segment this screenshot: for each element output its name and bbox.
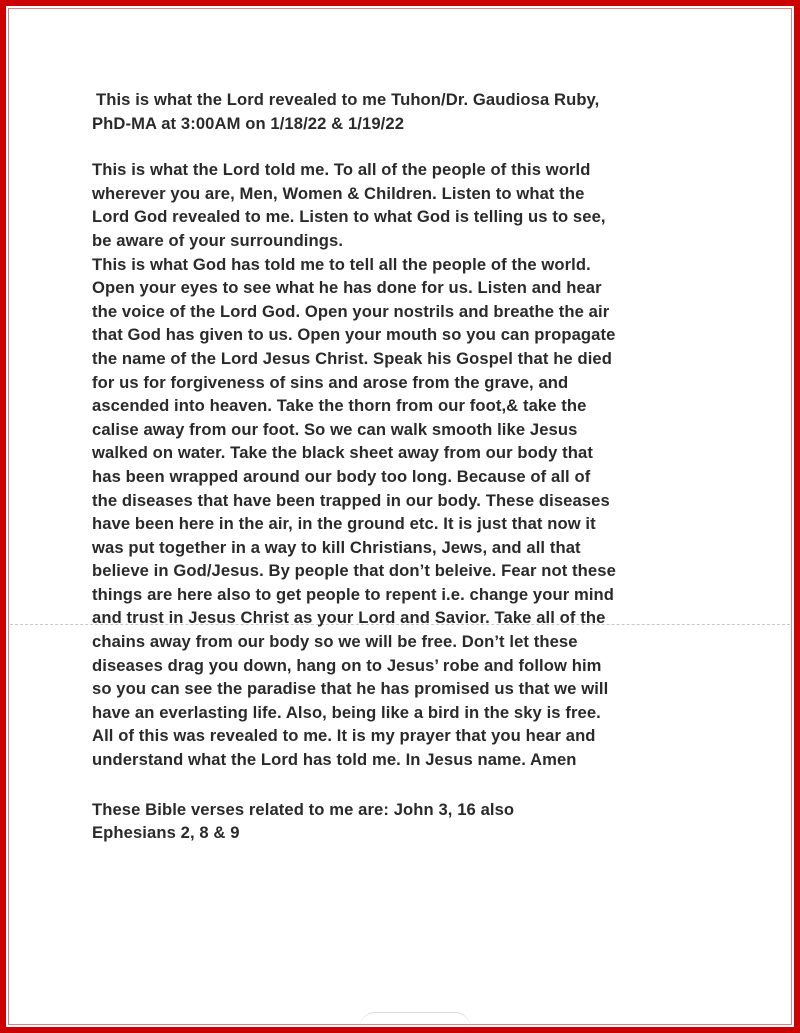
heading-line: PhD-MA at 3:00AM on 1/18/22 & 1/19/22	[92, 113, 405, 133]
message-line: the diseases that have been trapped in our body. These diseases	[92, 490, 610, 510]
message-line: All of this was revealed to me. It is my prayer that you hear and	[92, 726, 596, 746]
message-line: was put together in a way to kill Christians, Jews, and all that	[92, 537, 581, 557]
message-line: so you can see the paradise that he has promised us that we will	[92, 679, 609, 699]
message-line: the name of the Lord Jesus Christ. Speak his Gospel that he died	[92, 348, 612, 368]
message-line: understand what the Lord has told me. In Jesus name. Amen	[92, 750, 577, 770]
message-line: calise away from our foot. So we can walk smooth like Jesus	[92, 419, 578, 439]
message-line: chains away from our body so we will be free. Don’t let these	[92, 632, 578, 652]
verses-line: Ephesians 2, 8 & 9	[92, 823, 240, 843]
message-line: This is what the Lord told me. To all of the people of this world	[92, 160, 591, 180]
scan-mark	[360, 1012, 470, 1027]
verses-block	[92, 798, 732, 845]
spacer	[92, 772, 732, 798]
message-line: that God has given to us. Open your mouth so you can propagate	[92, 325, 616, 345]
message-line: the voice of the Lord God. Open your nostrils and breathe the air	[92, 301, 610, 321]
message-line: have an everlasting life. Also, being like a bird in the sky is free.	[92, 702, 601, 722]
message-line: diseases drag you down, hang on to Jesus’ robe and follow him	[92, 655, 602, 675]
message-line: walked on water. Take the black sheet away from our body that	[92, 443, 593, 463]
message-block	[92, 158, 732, 771]
message-line: ascended into heaven. Take the thorn from our foot,& take the	[92, 396, 587, 416]
verses-line: These Bible verses related to me are: John 3, 16 also	[92, 799, 515, 819]
message-line: wherever you are, Men, Women & Children. Listen to what the	[92, 183, 585, 203]
message-line: Open your eyes to see what he has done for us. Listen and hear	[92, 278, 602, 298]
heading-block	[92, 88, 732, 135]
message-line: have been here in the air, in the ground etc. It is just that now it	[92, 514, 596, 534]
message-line: Lord God revealed to me. Listen to what God is telling us to see,	[92, 207, 606, 227]
message-line: has been wrapped around our body too long. Because of all of	[92, 466, 591, 486]
message-line: things are here also to get people to repent i.e. change your mind	[92, 584, 615, 604]
message-line: be aware of your surroundings.	[92, 230, 344, 250]
spacer	[92, 135, 732, 158]
heading-line: This is what the Lord revealed to me Tuhon/Dr. Gaudiosa Ruby,	[96, 90, 600, 109]
message-line: for us for forgiveness of sins and arose from the grave, and	[92, 372, 569, 392]
document-body	[92, 88, 732, 845]
message-line: and trust in Jesus Christ as your Lord and Savior. Take all of the	[92, 608, 606, 628]
message-line: believe in God/Jesus. By people that don’t beleive. Fear not these	[92, 561, 616, 581]
message-line: This is what God has told me to tell all the people of the world.	[92, 254, 591, 274]
